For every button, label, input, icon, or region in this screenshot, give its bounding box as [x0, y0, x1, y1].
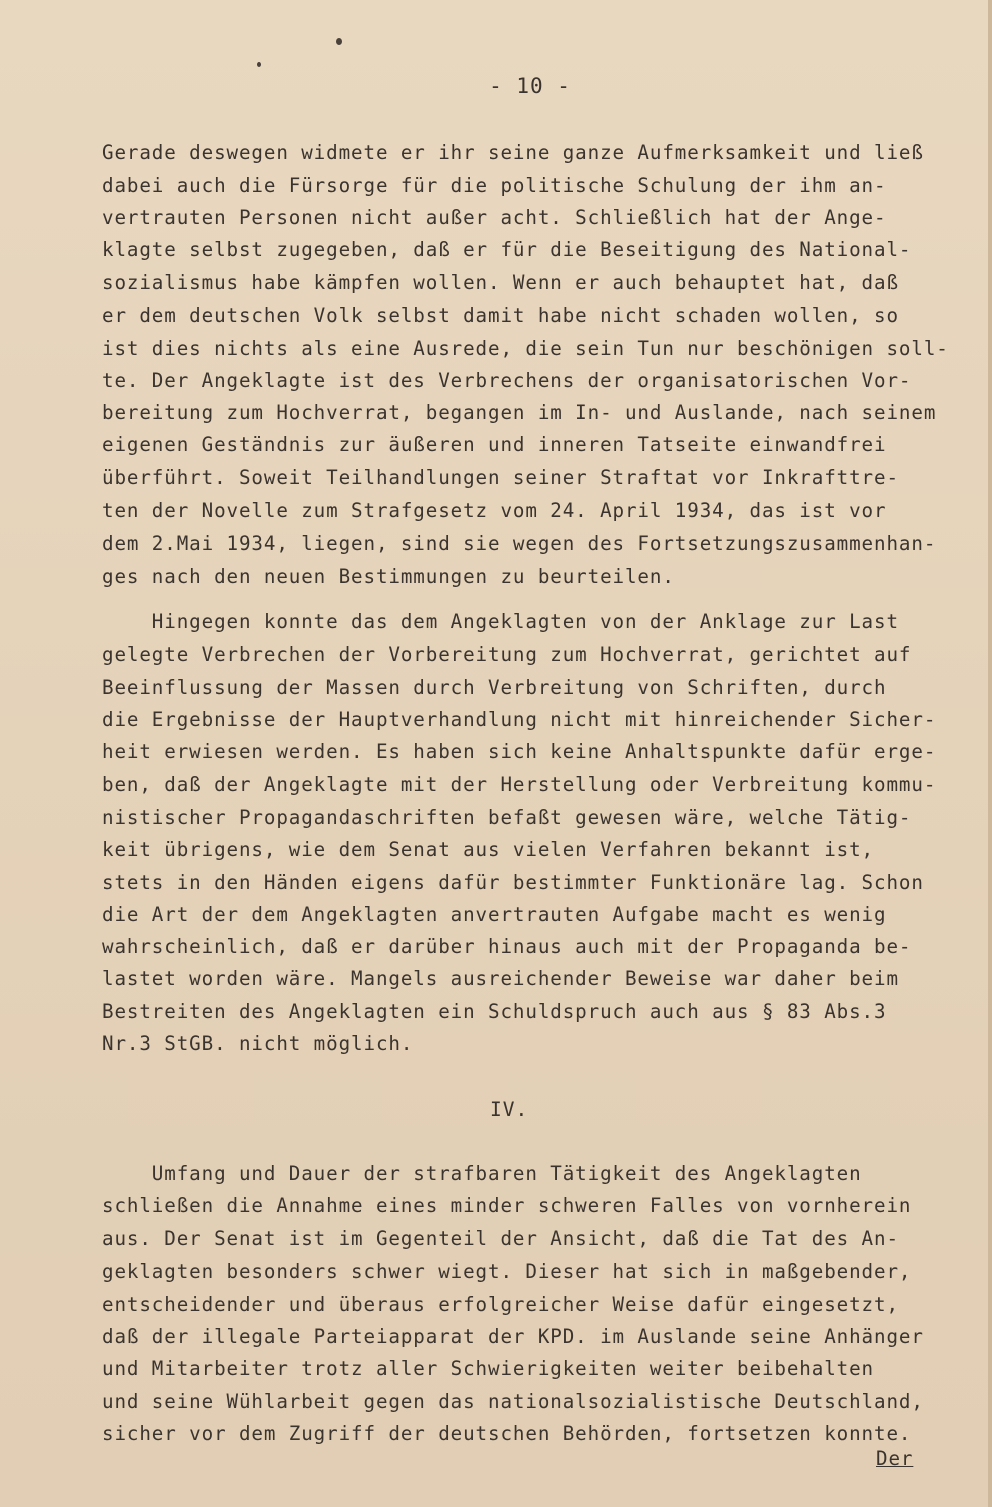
page-edge-shadow — [988, 0, 992, 1507]
section-heading: IV. — [490, 1098, 529, 1121]
text-line: und Mitarbeiter trotz aller Schwierigkeiten weiter beibehalten — [102, 1357, 875, 1380]
text-line: Umfang und Dauer der strafbaren Tätigkeit des Angeklagten — [102, 1162, 862, 1185]
text-line: klagte selbst zugegeben, daß er für die Beseitigung des National- — [102, 238, 912, 261]
text-line: überführt. Soweit Teilhandlungen seiner Straftat vor Inkrafttre- — [102, 466, 899, 489]
text-line: entscheidender und überaus erfolgreicher Weise dafür eingesetzt, — [102, 1293, 899, 1316]
text-line: ist dies nichts als eine Ausrede, die sein Tun nur beschönigen soll- — [102, 337, 949, 360]
text-line: lastet worden wäre. Mangels ausreichender Beweise war daher beim — [102, 967, 899, 990]
text-line: eigenen Geständnis zur äußeren und inneren Tatseite einwandfrei — [102, 433, 887, 456]
text-line: dem 2.Mai 1934, liegen, sind sie wegen des Fortsetzungszusammenhan- — [102, 532, 937, 555]
page-number: - 10 - — [489, 74, 571, 98]
text-line: bereitung zum Hochverrat, begangen im In- und Auslande, nach seinem — [102, 401, 937, 424]
text-line: ben, daß der Angeklagte mit der Herstellung oder Verbreitung kommu- — [102, 773, 937, 796]
text-line: stets in den Händen eigens dafür bestimmter Funktionäre lag. Schon — [102, 871, 924, 894]
text-line: Beeinflussung der Massen durch Verbreitung von Schriften, durch — [102, 676, 887, 699]
text-line: vertrauten Personen nicht außer acht. Schließlich hat der Ange- — [102, 206, 887, 229]
text-line: er dem deutschen Volk selbst damit habe nicht schaden wollen, so — [102, 304, 899, 327]
text-line: dabei auch die Fürsorge für die politische Schulung der ihm an- — [102, 174, 887, 197]
text-line: aus. Der Senat ist im Gegenteil der Ansicht, daß die Tat des An- — [102, 1227, 899, 1250]
text-line: ges nach den neuen Bestimmungen zu beurteilen. — [102, 565, 675, 588]
catchword: Der — [876, 1447, 914, 1470]
text-line: Nr.3 StGB. nicht möglich. — [102, 1032, 414, 1055]
ink-speck — [257, 62, 261, 67]
text-line: Hingegen konnte das dem Angeklagten von der Anklage zur Last — [102, 610, 899, 633]
text-line: sozialismus habe kämpfen wollen. Wenn er auch behauptet hat, daß — [102, 271, 899, 294]
text-line: geklagten besonders schwer wiegt. Dieser hat sich in maßgebender, — [102, 1260, 912, 1283]
text-line: nistischer Propagandaschriften befaßt gewesen wäre, welche Tätig- — [102, 806, 912, 829]
text-line: gelegte Verbrechen der Vorbereitung zum Hochverrat, gerichtet auf — [102, 643, 912, 666]
text-line: heit erwiesen werden. Es haben sich keine Anhaltspunkte dafür erge- — [102, 740, 937, 763]
text-line: schließen die Annahme eines minder schweren Falles von vornherein — [102, 1194, 912, 1217]
text-line: te. Der Angeklagte ist des Verbrechens der organisatorischen Vor- — [102, 369, 912, 392]
text-line: keit übrigens, wie dem Senat aus vielen Verfahren bekannt ist, — [102, 838, 875, 861]
text-line: wahrscheinlich, daß er darüber hinaus auch mit der Propaganda be- — [102, 935, 912, 958]
text-line: die Ergebnisse der Hauptverhandlung nicht mit hinreichender Sicher- — [102, 708, 937, 731]
ink-speck — [336, 38, 342, 45]
text-line: daß der illegale Parteiapparat der KPD. im Auslande seine Anhänger — [102, 1325, 924, 1348]
text-line: Gerade deswegen widmete er ihr seine ganze Aufmerksamkeit und ließ — [102, 141, 924, 164]
text-line: die Art der dem Angeklagten anvertrauten Aufgabe macht es wenig — [102, 903, 887, 926]
text-line: sicher vor dem Zugriff der deutschen Behörden, fortsetzen konnte. — [102, 1422, 912, 1445]
text-line: und seine Wühlarbeit gegen das nationalsozialistische Deutschland, — [102, 1390, 924, 1413]
text-line: ten der Novelle zum Strafgesetz vom 24. April 1934, das ist vor — [102, 499, 887, 522]
text-line: Bestreiten des Angeklagten ein Schuldspruch auch aus § 83 Abs.3 — [102, 1000, 887, 1023]
